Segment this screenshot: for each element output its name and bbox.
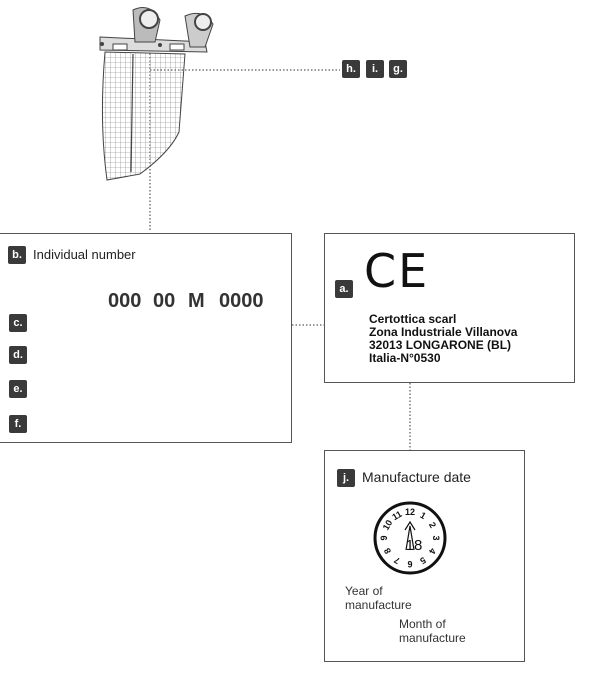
badge-e: e. [9, 380, 27, 398]
manufacturer-line-2: Zona Industriale Villanova [369, 325, 518, 339]
number-letter-e: M [188, 290, 205, 312]
number-digits-d: 00 [153, 290, 176, 312]
year-label-line-2: manufacture [345, 598, 412, 612]
dial-number-6: 6 [407, 559, 413, 569]
month-label-line-2: manufacture [399, 631, 466, 645]
manufacturer-address [369, 313, 517, 365]
manufacturer-line-1: Certottica scarl [369, 312, 457, 326]
badge-b: b. [8, 246, 26, 264]
year-label-line-1: Year of [345, 584, 383, 598]
badge-c: c. [9, 314, 27, 332]
badge-d: d. [9, 346, 27, 364]
number-digits-c: 000 [108, 290, 142, 312]
badge-g: g. [389, 60, 407, 78]
badge-a: a. [335, 280, 353, 298]
number-digits-f: 0000 [219, 290, 264, 312]
badge-i: i. [366, 60, 384, 78]
month-label-line-1: Month of [399, 617, 446, 631]
dial-number-3: 3 [431, 535, 441, 541]
manufacturer-line-4: Italia-N°0530 [369, 351, 441, 365]
dial-number-8: 8 [381, 546, 394, 556]
individual-number-box [0, 233, 292, 443]
dial-number-7: 7 [392, 554, 402, 567]
dial-number-9: 9 [379, 535, 389, 541]
dial-year: 18 [405, 537, 423, 554]
dial-number-5: 5 [418, 554, 428, 567]
individual-number-label: Individual number [33, 247, 136, 262]
dial-number-10: 10 [380, 518, 395, 532]
ce-mark: CE [364, 244, 430, 298]
dial-number-12: 12 [404, 507, 416, 517]
dial-number-2: 2 [426, 520, 439, 530]
date-dial [372, 500, 448, 576]
dial-number-1: 1 [418, 509, 428, 522]
visor-illustration [95, 2, 225, 182]
badge-j: j. [337, 469, 355, 487]
badge-h: h. [342, 60, 360, 78]
manufacture-date-title: Manufacture date [362, 469, 471, 485]
dial-number-4: 4 [426, 546, 439, 556]
badge-f: f. [9, 415, 27, 433]
manufacturer-line-3: 32013 LONGARONE (BL) [369, 338, 512, 352]
dial-number-11: 11 [390, 508, 404, 523]
